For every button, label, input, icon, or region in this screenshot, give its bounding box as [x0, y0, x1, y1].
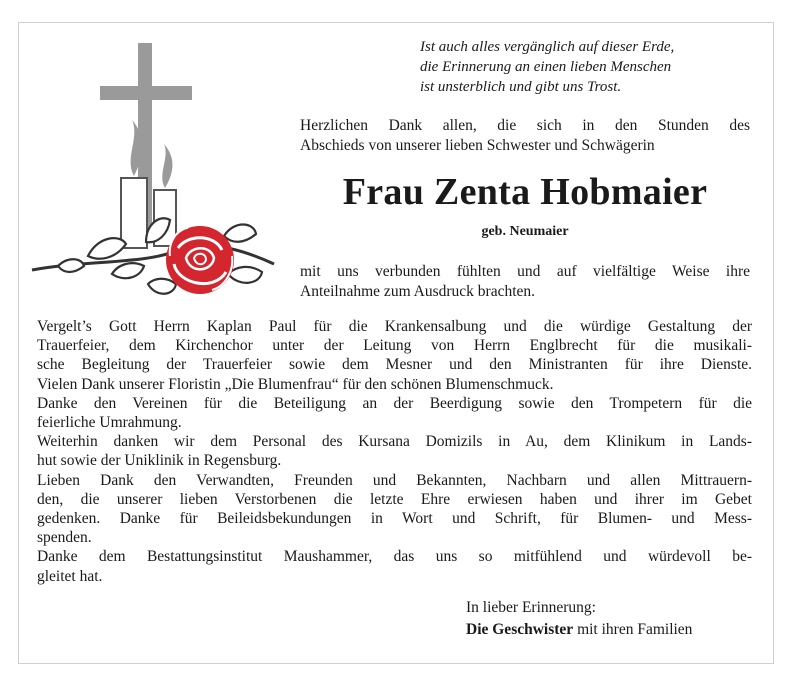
motto-line: die Erinnerung an einen lieben Menschen	[420, 59, 672, 75]
closing-line: In lieber Erinnerung:	[466, 599, 596, 616]
signature-bold: Die Geschwister	[466, 621, 574, 638]
signature-rest: mit ihren Familien	[573, 621, 693, 638]
acknowledgements-text	[37, 317, 752, 586]
body-line: den, die unserer lieben Verstorbenen die letzte Ehre erwiesen haben und ihrer im Gebet	[37, 490, 752, 508]
body-line: gleitet hat.	[37, 567, 103, 585]
body-line: spenden.	[37, 529, 92, 547]
body-line: Trauerfeier, dem Kirchenchor unter der Leitung von Herrn Englbrecht für die musikali-	[37, 337, 752, 355]
closing-signature	[466, 597, 756, 641]
cross-candles-rose-icon	[28, 38, 280, 300]
motto-quote	[420, 37, 750, 97]
deceased-name: Frau Zenta Hobmaier	[342, 171, 708, 213]
body-line: hut sowie der Uniklinik in Regensburg.	[37, 452, 282, 470]
thanks-intro	[300, 116, 750, 156]
intro-line: Herzlichen Dank allen, die sich in den Stunden des	[300, 117, 750, 134]
body-line: Vergelt’s Gott Herrn Kaplan Paul für die Krankensalbung und die würdige Gestaltung der	[37, 318, 752, 335]
body-line: Weiterhin danken wir dem Personal des Kursana Domizils in Au, dem Klinikum in Lands-	[37, 433, 752, 451]
body-line: gedenken. Danke für Beileidsbekundungen in Wort und Schrift, für Blumen- und Mess-	[37, 510, 752, 528]
thanks-outro	[300, 262, 750, 302]
body-line: Danke dem Bestattungsinstitut Maushammer, das uns so mitfühlend und würdevoll be-	[37, 548, 752, 566]
body-line: Vielen Dank unserer Floristin „Die Blumenfrau“ für den schönen Blumenschmuck.	[37, 375, 554, 393]
intro-line: Abschieds von unserer lieben Schwester und Schwägerin	[300, 137, 655, 154]
maiden-name: geb. Neumaier	[481, 224, 569, 239]
signature-line	[466, 619, 756, 641]
body-line: Danke den Vereinen für die Beteiligung an der Beerdigung sowie den Trompetern für die	[37, 394, 752, 412]
outro-line: mit uns verbunden fühlten und auf vielfältige Weise ihre	[300, 263, 750, 280]
motto-line: ist unsterblich und gibt uns Trost.	[420, 79, 622, 95]
body-line: Lieben Dank den Verwandten, Freunden und Bekannten, Nachbarn und allen Mittrauern-	[37, 471, 752, 489]
outro-line: Anteilnahme zum Ausdruck brachten.	[300, 283, 536, 300]
body-line: feierliche Umrahmung.	[37, 414, 182, 432]
body-line: sche Begleitung der Trauerfeier sowie dem Mesner und den Ministranten für ihre Dienste.	[37, 356, 752, 374]
motto-line: Ist auch alles vergänglich auf dieser Erde,	[420, 39, 675, 55]
